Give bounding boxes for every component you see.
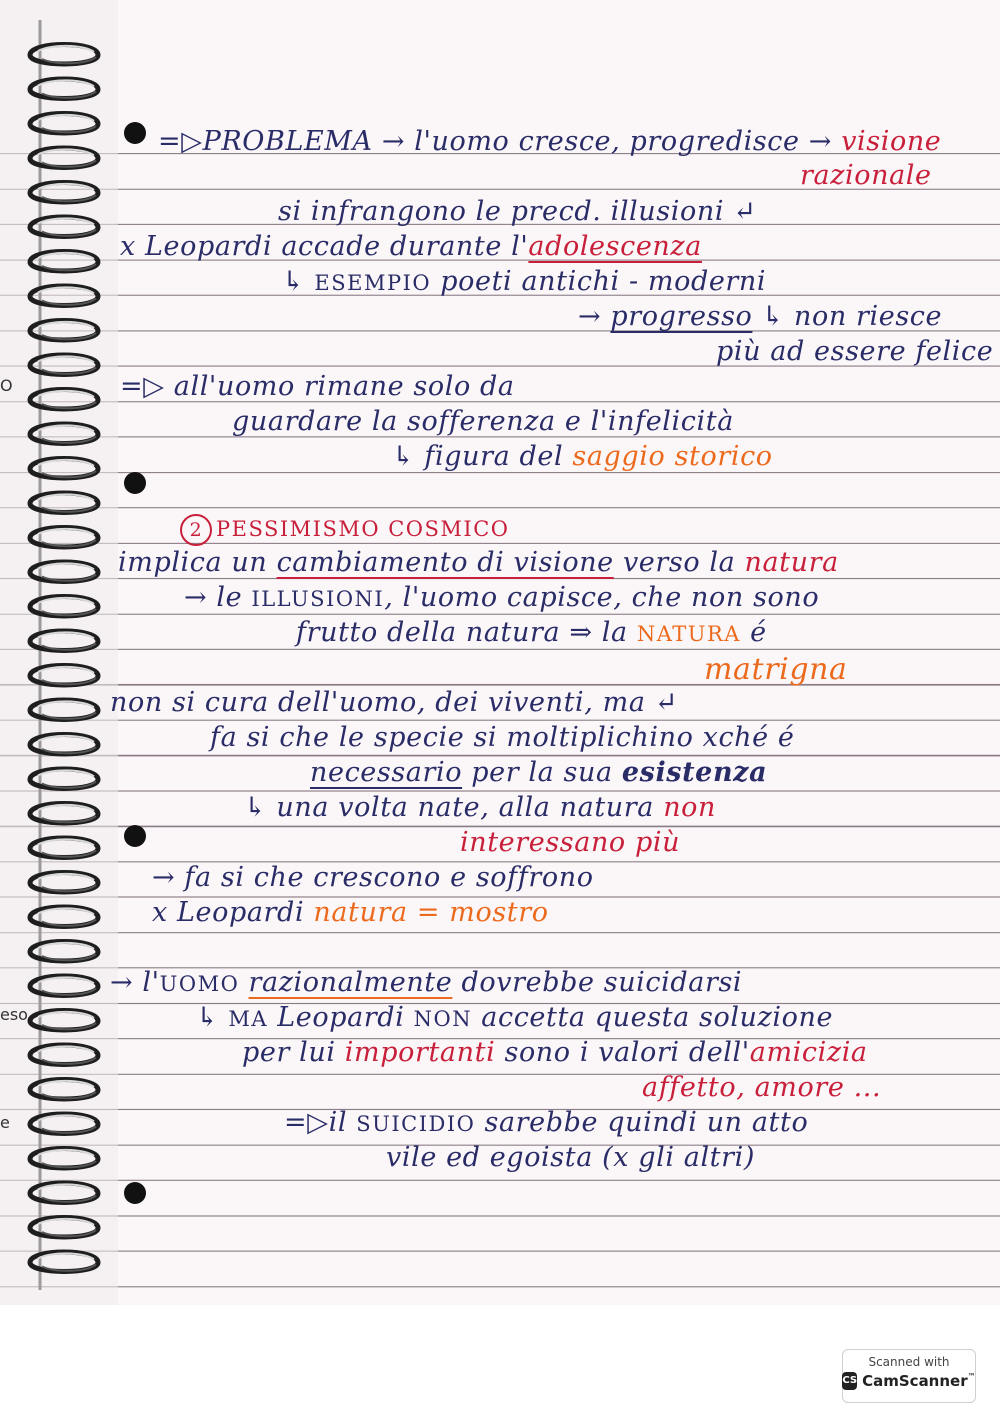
camscanner-watermark	[842, 1349, 976, 1403]
note-text: =▷PROBLEMA → l'uomo cresce, progredisce →	[158, 126, 832, 157]
note-text: → le	[184, 582, 252, 613]
camscanner-logo-icon: CS	[842, 1372, 857, 1390]
note-caps: ILLUSIONI	[251, 587, 385, 611]
underlined-term: progresso	[610, 301, 753, 332]
highlight-term: natura	[744, 547, 839, 578]
highlight-term: NATURA	[636, 622, 741, 646]
punch-hole	[124, 472, 146, 494]
highlight-term: amicizia	[749, 1037, 868, 1068]
note-text: é	[740, 617, 767, 648]
underlined-term: necessario	[310, 757, 463, 788]
note-line	[310, 757, 767, 788]
note-text: dovrebbe suicidarsi	[452, 967, 743, 998]
note-caps: ESEMPIO	[314, 271, 432, 295]
note-line	[242, 1037, 868, 1068]
note-line	[196, 1002, 833, 1033]
margin-cut-text: e	[0, 1113, 10, 1132]
note-line: razionale	[800, 160, 932, 191]
note-text: x Leopardi	[152, 897, 314, 928]
note-line	[282, 266, 766, 297]
note-line	[244, 792, 716, 823]
note-text: →	[578, 301, 602, 332]
note-line: fa si che le specie si moltiplichino xché é	[210, 722, 795, 753]
note-line	[110, 967, 742, 998]
note-text: ↳ non riesce	[761, 301, 943, 332]
note-line: matrigna	[704, 652, 848, 687]
highlight-term: visione	[841, 126, 942, 157]
watermark-brand	[862, 1372, 976, 1390]
underlined-term: cambiamento di visione	[276, 547, 614, 578]
note-line: guardare la sofferenza e l'infelicità	[232, 406, 734, 437]
note-line: → fa si che crescono e soffrono	[152, 862, 594, 893]
note-line: più ad essere felice	[716, 336, 994, 367]
underlined-term: razionalmente	[248, 967, 453, 998]
note-caps: NON	[413, 1007, 473, 1031]
note-text: accetta questa soluzione	[472, 1002, 834, 1033]
note-text: ↳	[282, 266, 315, 297]
note-text: x Leopardi accade durante l'	[120, 231, 529, 262]
note-line	[184, 582, 819, 613]
margin-cut-text: O	[0, 376, 13, 395]
trademark-mark: ™	[967, 1372, 976, 1381]
bold-term: esistenza	[621, 757, 768, 788]
punch-hole	[124, 825, 146, 847]
watermark-brand-row	[843, 1372, 975, 1390]
note-text: verso la	[613, 547, 745, 578]
note-text: poeti antichi - moderni	[431, 266, 767, 297]
note-text: Leopardi	[268, 1002, 414, 1033]
note-caps: UOMO	[159, 972, 240, 996]
note-line	[296, 617, 767, 648]
note-line: non si cura dell'uomo, dei viventi, ma ↵	[110, 687, 678, 718]
section-number: 2	[180, 514, 212, 546]
section-title: PESSIMISMO COSMICO	[216, 517, 510, 541]
spiral-binding	[0, 0, 118, 1305]
note-text: per la sua	[462, 757, 622, 788]
page-top-margin	[0, 0, 1000, 119]
note-line: si infrangono le precd. illusioni ↵	[278, 196, 757, 227]
note-line: affetto, amore ...	[642, 1072, 882, 1103]
note-text: ↳ figura del	[392, 441, 573, 472]
highlight-term: natura = mostro	[313, 897, 549, 928]
highlight-term: saggio storico	[572, 441, 773, 472]
note-line: =▷ all'uomo rimane solo da	[120, 371, 515, 402]
note-line	[158, 126, 941, 157]
note-line	[284, 1107, 808, 1138]
note-text	[239, 967, 248, 998]
note-text: sono i valori dell'	[495, 1037, 750, 1068]
note-line	[578, 301, 942, 332]
punch-hole	[124, 122, 146, 144]
highlight-term: adolescenza	[528, 231, 702, 262]
note-text: sarebbe quindi un atto	[475, 1107, 809, 1138]
note-line: vile ed egoista (x gli altri)	[386, 1142, 756, 1173]
note-line	[120, 231, 702, 262]
note-line	[118, 547, 839, 578]
note-line	[152, 897, 549, 928]
highlight-term: non	[663, 792, 717, 823]
note-line: interessano più	[460, 827, 681, 858]
watermark-brand-name: CamScanner	[862, 1372, 968, 1390]
note-text: =▷il	[284, 1107, 357, 1138]
note-text: frutto della natura ⇒ la	[296, 617, 637, 648]
note-text: , l'uomo capisce, che non sono	[384, 582, 820, 613]
watermark-caption: Scanned with	[868, 1355, 950, 1369]
note-caps: SUICIDIO	[356, 1112, 476, 1136]
note-text: → l'	[110, 967, 160, 998]
note-text: ↳ una volta nate, alla natura	[244, 792, 664, 823]
note-text: implica un	[118, 547, 277, 578]
highlight-term: importanti	[344, 1037, 496, 1068]
note-text: per lui	[242, 1037, 345, 1068]
note-caps: MA	[228, 1007, 269, 1031]
punch-hole	[124, 1182, 146, 1204]
note-line	[392, 441, 773, 472]
margin-cut-text: eso	[0, 1005, 28, 1024]
section-heading	[180, 512, 510, 546]
note-text: ↳	[196, 1002, 229, 1033]
